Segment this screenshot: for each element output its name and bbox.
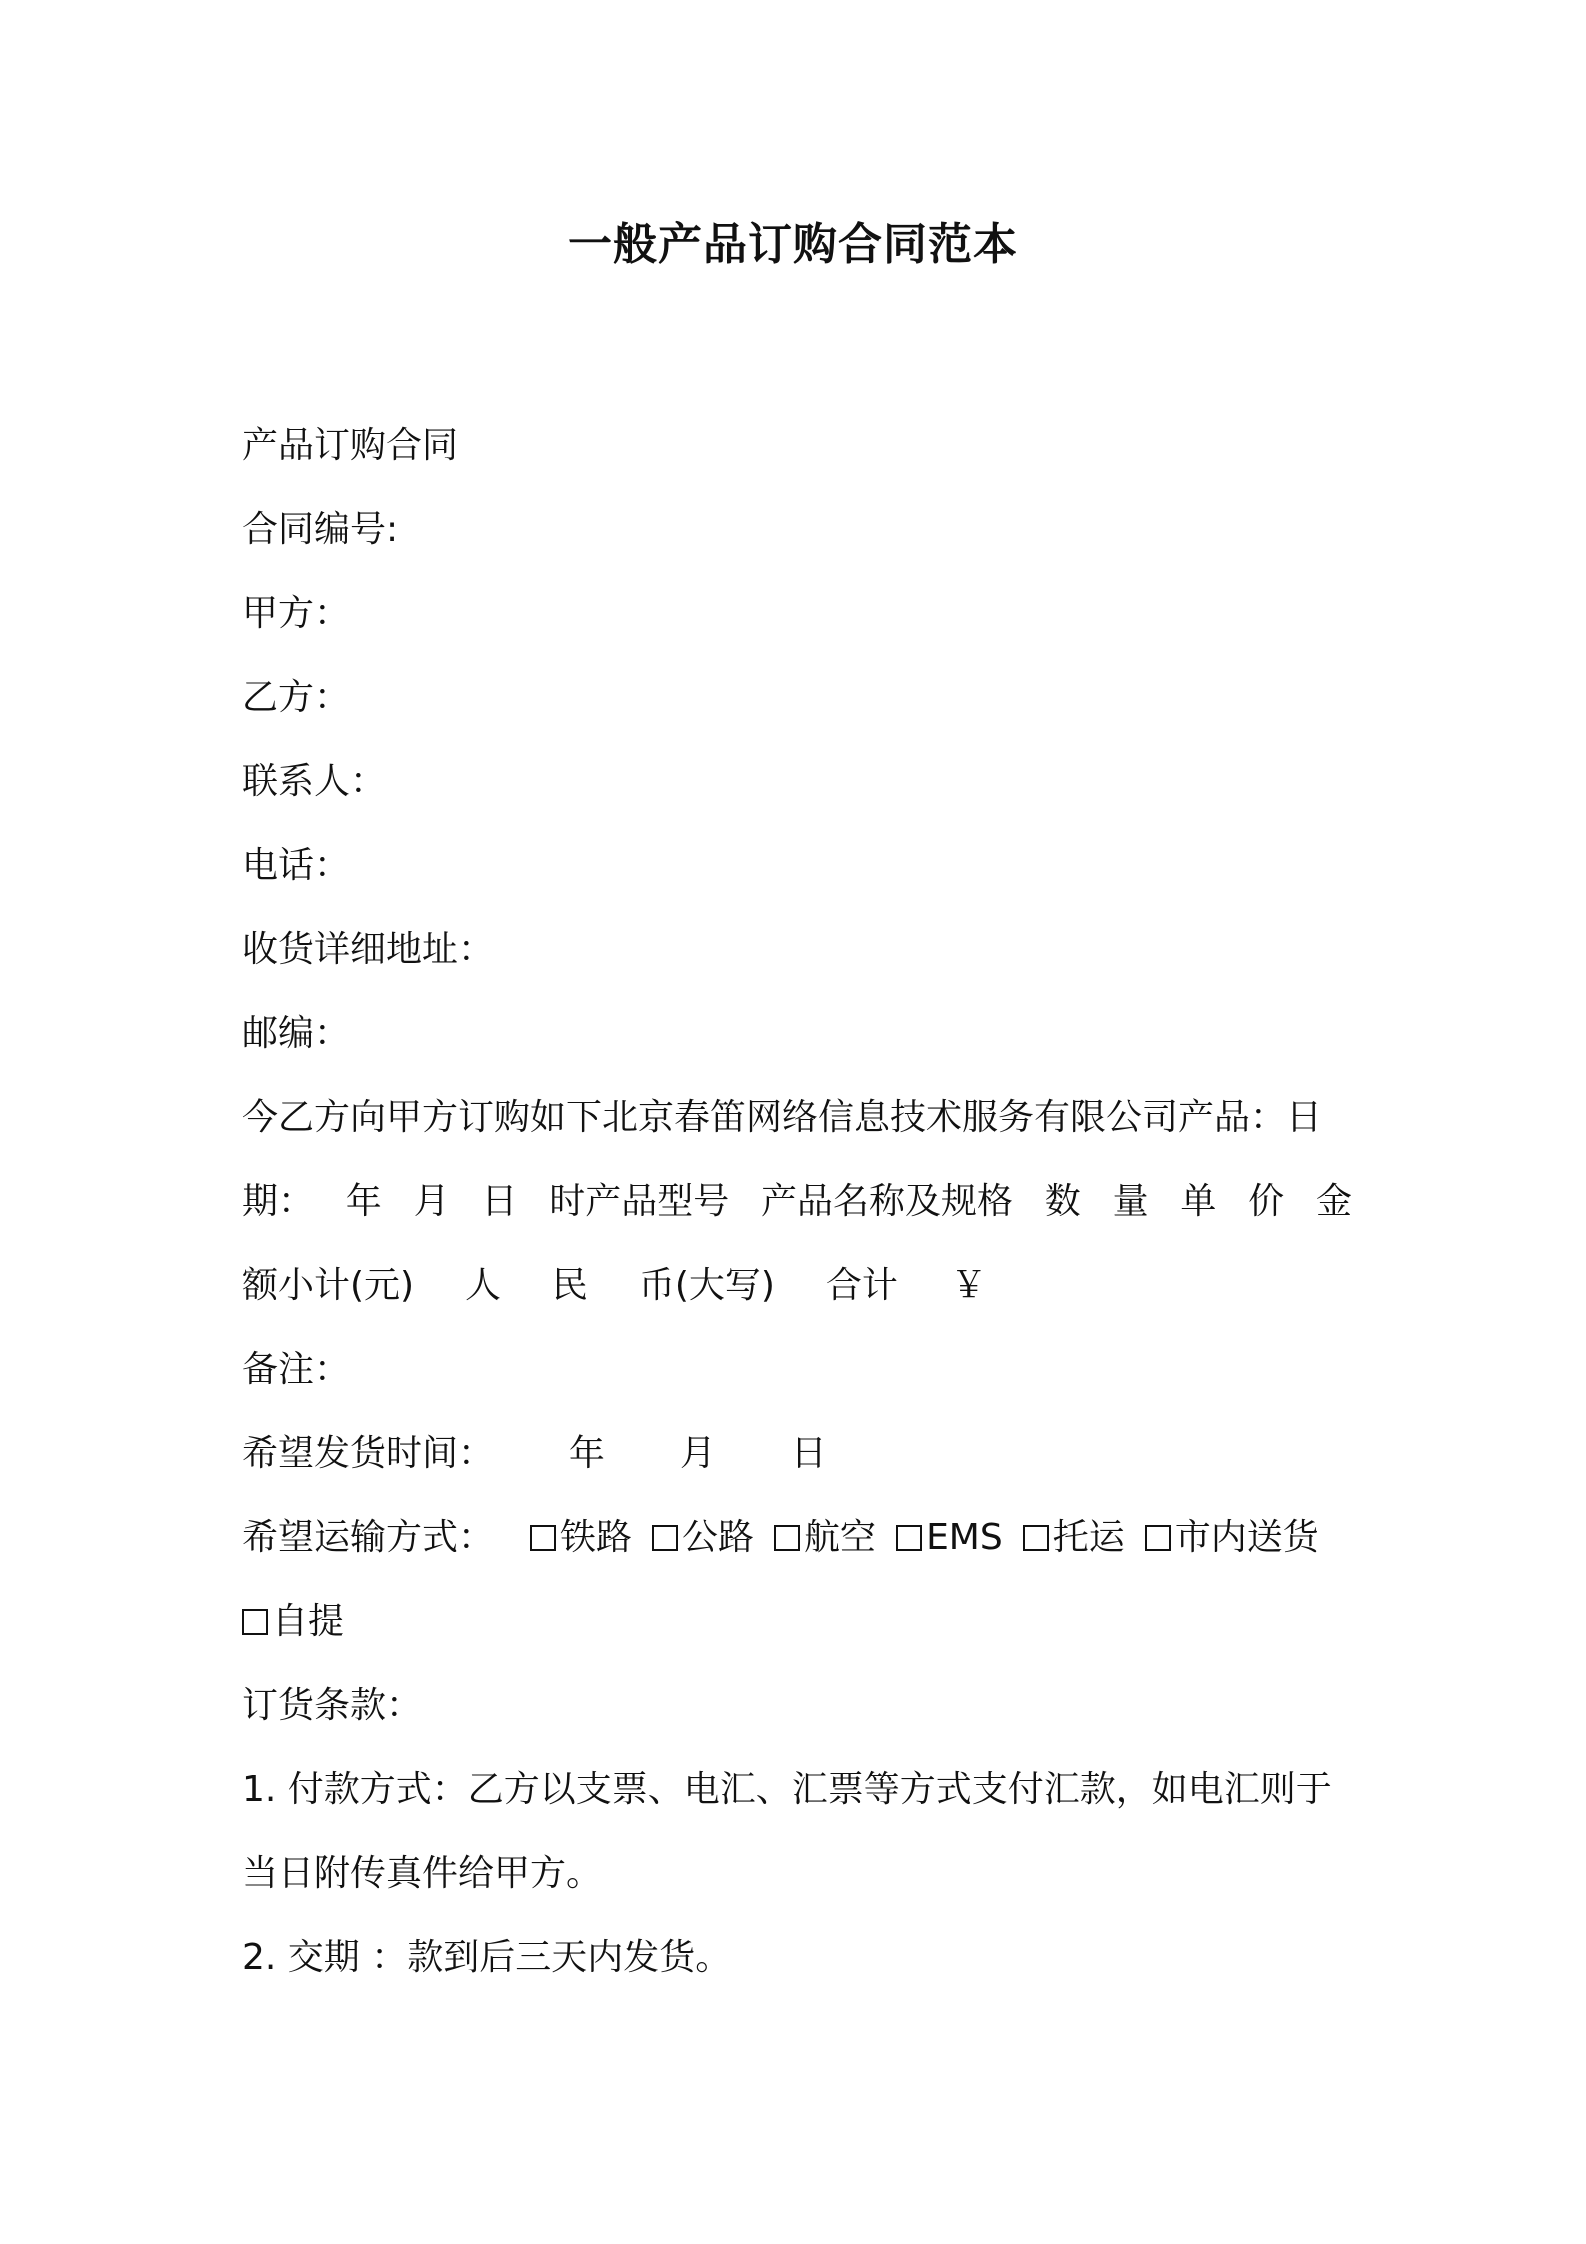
order-date-product-row (242, 1160, 1352, 1244)
party-a-label: 甲方： (242, 593, 351, 634)
product-name-spec-label: 产品名称及规格 (760, 1181, 1013, 1222)
checkbox-icon[interactable] (242, 1609, 268, 1635)
contract-number-label: 合同编号: (242, 509, 399, 550)
yen-symbol: ￥ (950, 1265, 987, 1306)
total-row (242, 1244, 1352, 1328)
checkbox-icon[interactable] (774, 1525, 800, 1551)
amount-label: 金 (1315, 1181, 1352, 1222)
delivery-year-label: 年 (568, 1433, 605, 1474)
order-intro-line: 今乙方向甲方订购如下北京春笛网络信息技术服务有限公司产品：日 (242, 1097, 1323, 1138)
contract-body (242, 404, 1352, 2000)
rmb-label-1: 人 (465, 1265, 502, 1306)
checkbox-icon[interactable] (1145, 1525, 1171, 1551)
transport-option-self-pickup[interactable]: 自提 (242, 1580, 344, 1664)
phone-label: 电话： (242, 845, 351, 886)
year-label: 年 (345, 1181, 382, 1222)
unit-price-label-1: 单 (1180, 1181, 1217, 1222)
remarks-label: 备注： (242, 1349, 351, 1390)
document-title: 一般产品订购合同范本 (568, 219, 1018, 270)
hour-model-label: 时产品型号 (549, 1181, 730, 1222)
total-label: 合计 (825, 1265, 898, 1306)
transport-option-railway[interactable]: 铁路 (530, 1496, 632, 1580)
term-2: 2. 交期 ：款到后三天内发货。 (242, 1937, 732, 1978)
rmb-label-3: 币(大写) (638, 1265, 775, 1306)
period-label: 期： (242, 1181, 315, 1222)
checkbox-icon[interactable] (1023, 1525, 1049, 1551)
term-1-line-2: 当日附传真件给甲方。 (242, 1853, 603, 1894)
contract-heading: 产品订购合同 (242, 425, 459, 466)
quantity-label-2: 量 (1112, 1181, 1149, 1222)
quantity-label-1: 数 (1044, 1181, 1081, 1222)
transport-method-label: 希望运输方式： (242, 1517, 495, 1558)
unit-price-label-2: 价 (1248, 1181, 1285, 1222)
transport-option-consign[interactable]: 托运 (1023, 1496, 1125, 1580)
checkbox-icon[interactable] (896, 1525, 922, 1551)
transport-option-air[interactable]: 航空 (774, 1496, 876, 1580)
month-label: 月 (413, 1181, 450, 1222)
checkbox-icon[interactable] (530, 1525, 556, 1551)
contact-person-label: 联系人： (242, 761, 387, 802)
term-1-line-1: 1. 付款方式：乙方以支票、电汇、汇票等方式支付汇款，如电汇则于 (242, 1769, 1332, 1810)
subtotal-label: 额小计(元) (242, 1265, 415, 1306)
transport-option-road[interactable]: 公路 (652, 1496, 754, 1580)
party-b-label: 乙方： (242, 677, 351, 718)
transport-method-row-2 (242, 1580, 1352, 1664)
rmb-label-2: 民 (551, 1265, 588, 1306)
delivery-time-row (242, 1412, 1352, 1496)
transport-method-row (242, 1496, 1352, 1580)
terms-heading: 订货条款： (242, 1685, 423, 1726)
transport-option-ems[interactable]: EMS (896, 1496, 1003, 1580)
delivery-month-label: 月 (679, 1433, 716, 1474)
day-label: 日 (481, 1181, 518, 1222)
transport-option-local-delivery[interactable]: 市内送货 (1145, 1496, 1319, 1580)
delivery-time-label: 希望发货时间： (242, 1433, 495, 1474)
postcode-label: 邮编： (242, 1013, 351, 1054)
checkbox-icon[interactable] (652, 1525, 678, 1551)
delivery-address-label: 收货详细地址： (242, 929, 495, 970)
delivery-day-label: 日 (790, 1433, 827, 1474)
